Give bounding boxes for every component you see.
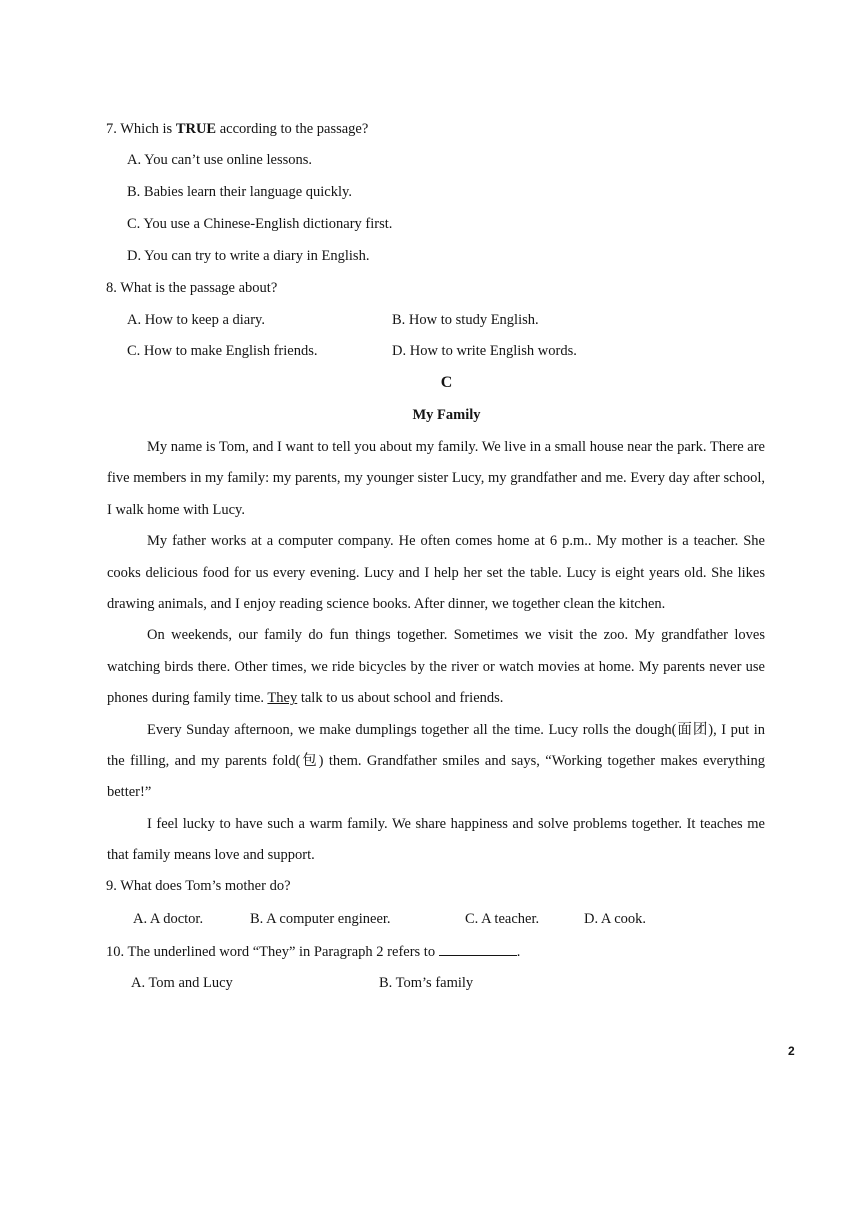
page-number: 2 <box>788 1044 795 1058</box>
question-8-option-c: C. How to make English friends. <box>127 343 318 359</box>
paragraph-5: I feel lucky to have such a warm family. We share happiness and solve problems together. It teaches me that family means love and support. <box>107 815 765 864</box>
paragraph-1: My name is Tom, and I want to tell you about my family. We live in a small house near the park. There are five members in my family: my parents, my younger sister Lucy, my grandfather and me. Every day after school, I walk home with Lucy. <box>107 439 765 518</box>
question-9-option-d: D. A cook. <box>584 911 647 927</box>
section-letter: C <box>440 374 453 391</box>
question-8-option-b: B. How to study English. <box>392 312 539 328</box>
question-10-option-a: A. Tom and Lucy <box>131 975 233 991</box>
paragraph-4: Every Sunday afternoon, we make dumplings together all the time. Lucy rolls the dough(面团), I put in the filling, and my parents fold(包) them. Grandfather smiles and says, “Working together makes everything better!” <box>107 721 765 801</box>
question-9-option-b: B. A computer engineer. <box>250 911 391 927</box>
question-7-option-a: A. You can’t use online lessons. <box>127 152 313 168</box>
question-9-option-c: C. A teacher. <box>465 911 540 927</box>
question-9: 9. What does Tom’s mother do? <box>106 878 291 894</box>
question-10 <box>106 941 520 962</box>
question-8-option-d: D. How to write English words. <box>392 343 577 359</box>
passage-body <box>107 432 765 872</box>
paragraph-2: My father works at a computer company. He often comes home at 6 p.m.. My mother is a teacher. She cooks delicious food for us every evening. Lucy and I help her set the table. Lucy is eight years old. She likes drawing animals, and I enjoy reading science books. After dinner, we together clean the kitchen. <box>107 533 765 613</box>
question-9-option-a: A. A doctor. <box>133 911 204 927</box>
paragraph-3 <box>107 620 765 714</box>
underlined-word: They <box>267 690 298 707</box>
paragraph-3-end: talk to us about school and friends. <box>297 690 504 707</box>
passage-title: My Family <box>412 407 481 423</box>
question-7 <box>106 119 368 139</box>
question-10-end: . <box>516 944 521 960</box>
question-7-option-d: D. You can try to write a diary in English. <box>127 248 370 264</box>
question-7-keyword: TRUE <box>175 121 217 137</box>
question-8-option-a: A. How to keep a diary. <box>127 312 265 328</box>
paragraph-3-start: On weekends, our family do fun things together. Sometimes we visit the zoo. My grandfather loves watching birds there. Other times, we ride bicycles by the river or watch movies at home. My parents never use phones during family time. <box>107 627 765 707</box>
question-7-option-b: B. Babies learn their language quickly. <box>127 184 352 200</box>
answer-blank <box>439 941 517 956</box>
question-7-option-c: C. You use a Chinese-English dictionary first. <box>127 216 393 232</box>
question-10-option-b: B. Tom’s family <box>379 975 474 991</box>
question-7-suffix: according to the passage? <box>216 121 369 137</box>
question-10-text: 10. The underlined word “They” in Paragraph 2 refers to <box>106 944 436 960</box>
question-7-prefix: 7. Which is <box>106 121 176 137</box>
question-8: 8. What is the passage about? <box>106 280 278 296</box>
